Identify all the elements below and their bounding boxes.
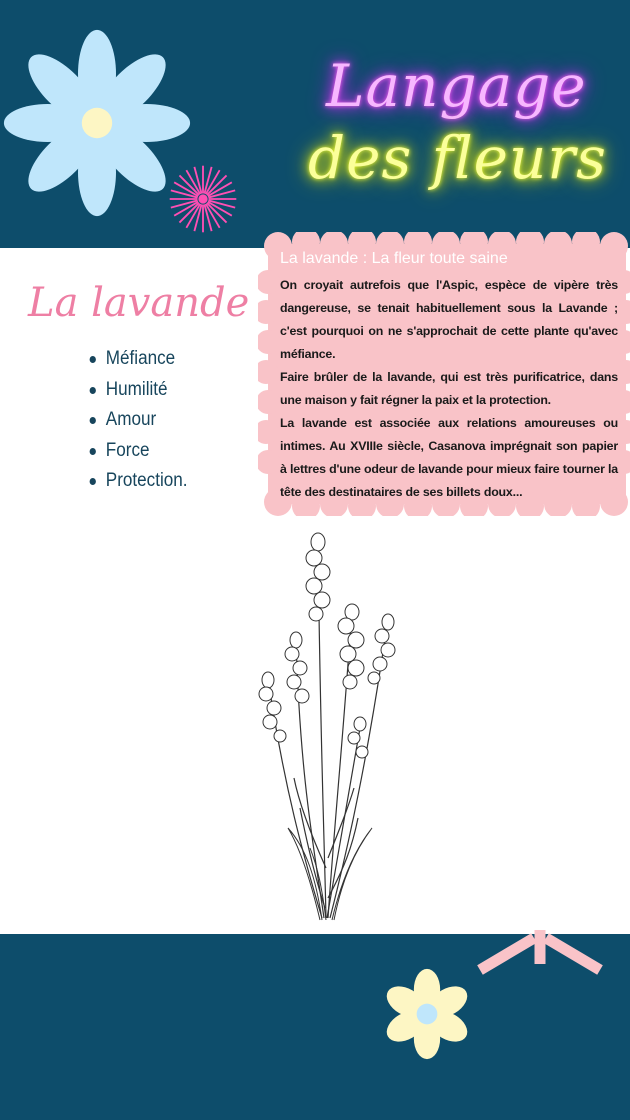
list-item	[86, 348, 188, 379]
card-heading: La lavande : La fleur toute saine	[280, 250, 508, 267]
pink-cross-icon	[470, 928, 610, 988]
bullet-icon	[90, 478, 96, 485]
daisy-icon	[2, 28, 192, 218]
traits-list	[86, 348, 199, 501]
daisy-icon	[380, 964, 474, 1064]
trait-label: Force	[105, 439, 150, 461]
bullet-icon	[90, 356, 96, 363]
trait-label: Humilité	[105, 378, 168, 400]
flower-title: La lavande	[28, 280, 250, 326]
bullet-icon	[90, 448, 96, 455]
trait-label: Amour	[105, 409, 157, 430]
list-item	[86, 409, 188, 440]
trait-label: Protection.	[105, 470, 188, 491]
bullet-icon	[90, 417, 96, 424]
bullet-icon	[90, 387, 96, 394]
title-line-1: Langage	[326, 52, 587, 120]
list-item	[86, 470, 188, 501]
list-item	[86, 379, 188, 410]
card-paragraph: Faire brûler de la lavande, qui est très purificatrice, dans une maison y fait régner la paix et la protection.	[280, 370, 618, 407]
info-card	[280, 250, 618, 504]
title-line-2: des fleurs	[308, 124, 607, 192]
card-body	[280, 274, 618, 504]
lavender-sprig-illustration	[248, 528, 418, 928]
trait-label: Méfiance	[105, 348, 176, 369]
starburst-icon	[166, 162, 240, 236]
card-paragraph: La lavande est associée aux relations amoureuses ou intimes. Au XVIIIe siècle, Casanova imprégnait son papier à lettres d'une odeur de lavande pour mieux faire tourner la tête des destinataires de ses billets doux...	[280, 416, 618, 499]
card-paragraph: On croyait autrefois que l'Aspic, espèce de vipère très dangereuse, se tenait habituellement sous la Lavande ; c'est pourquoi on ne s'approchait de cette plante qu'avec méfiance.	[280, 278, 618, 361]
list-item	[86, 440, 188, 471]
